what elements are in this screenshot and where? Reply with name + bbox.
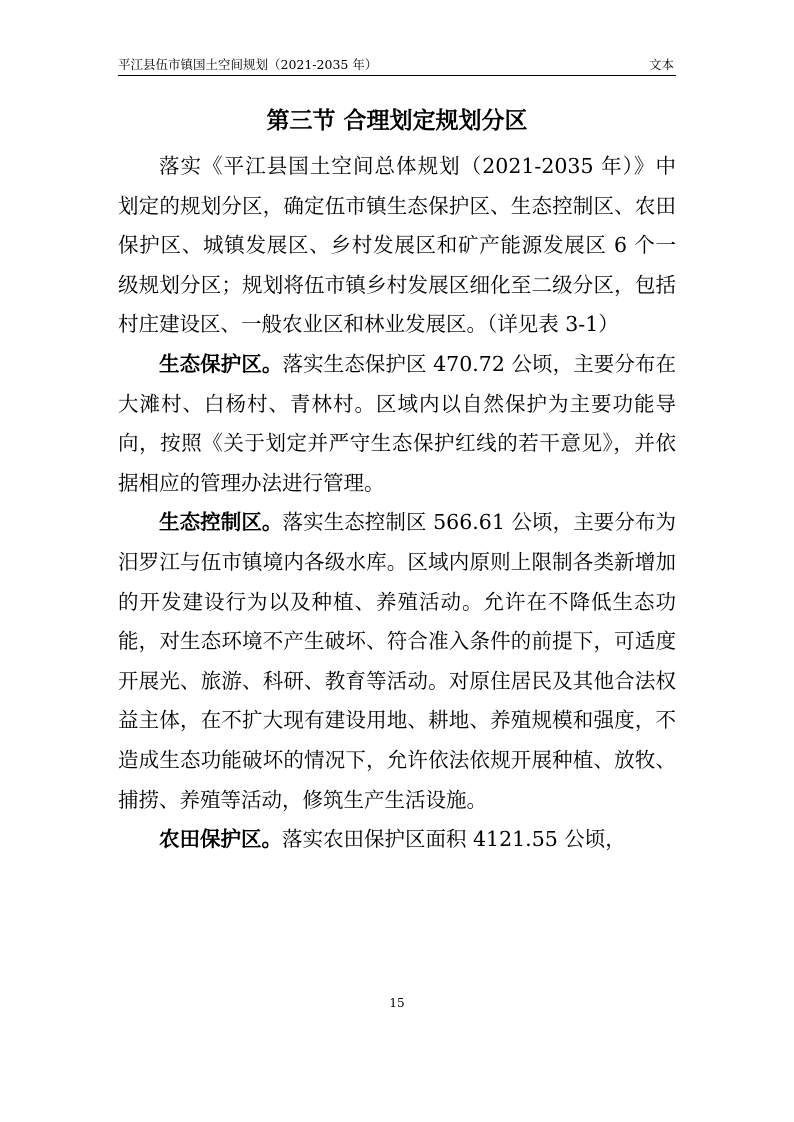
page-number: 15: [389, 996, 405, 1010]
header-divider: [118, 75, 676, 76]
paragraph-lead: 农田保护区。: [159, 827, 282, 852]
paragraph-lead: 生态保护区。: [159, 351, 283, 376]
paragraph-text: 落实《平江县国土空间总体规划（2021-2035 年）》中划定的规划分区，确定伍市镇生态保护区、生态控制区、农田保护区、城镇发展区、乡村发展区和矿产能源发展区 6 个一级规划分区；规划将伍市镇乡村发展区细化至二级分区，包括村庄建设区、一般农业区和林业发展区。（详见表 3-1）: [118, 154, 676, 337]
section-title: 第三节 合理划定规划分区: [266, 108, 528, 134]
body-text: [118, 147, 676, 860]
paragraph-text: 落实农田保护区面积 4121.55 公顷，: [282, 827, 626, 852]
header-document-title: 平江县伍市镇国土空间规划（2021-2035 年）: [118, 57, 378, 72]
paragraph-ecological-control: [118, 503, 676, 820]
paragraph-overview: [118, 147, 676, 345]
paragraph-ecological-protection: [118, 345, 676, 503]
paragraph-farmland-protection: [118, 820, 676, 860]
paragraph-text: 落实生态控制区 566.61 公顷，主要分布为汨罗江与伍市镇境内各级水库。区域内原则上限制各类新增加的开发建设行为以及种植、养殖活动。允许在不降低生态功能，对生态环境不产生破坏、符合准入条件的前提下，可适度开展光、旅游、科研、教育等活动。对原住居民及其他合法权益主体，在不扩大现有建设用地、耕地、养殖规模和强度，不造成生态功能破坏的情况下，允许依法依规开展种植、放牧、捕捞、养殖等活动，修筑生产生活设施。: [118, 510, 677, 812]
paragraph-text: 落实生态保护区 470.72 公顷，主要分布在大滩村、白杨村、青林村。区域内以自然保护为主要功能导向，按照《关于划定并严守生态保护红线的若干意见》，并依据相应的管理办法进行管理。: [118, 351, 677, 495]
running-header: [118, 55, 676, 75]
header-document-type: 文本: [648, 57, 674, 72]
paragraph-lead: 生态控制区。: [159, 510, 283, 535]
